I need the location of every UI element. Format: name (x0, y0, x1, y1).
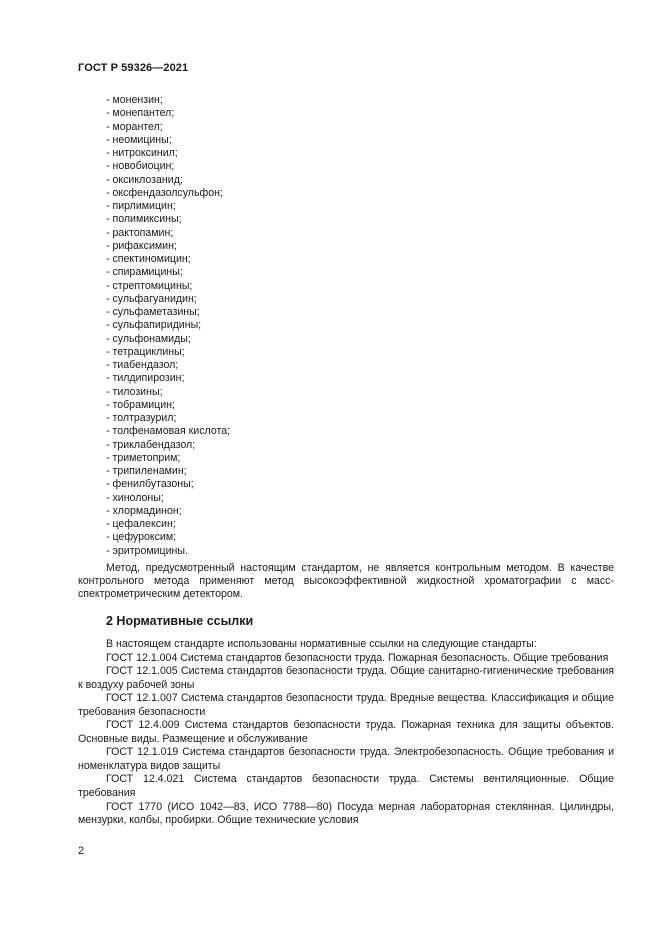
page-number: 2 (78, 845, 85, 857)
list-item: - спирамицины; (106, 266, 230, 279)
references-intro: В настоящем стандарте использованы нормативные ссылки на следующие стандарты: (106, 638, 537, 650)
reference-item: ГОСТ 12.4.009 Система стандартов безопасности труда. Пожарная техника для защиты объектов. Основные виды. Размещение и обслуживание (78, 719, 614, 745)
list-item: - тобрамицин; (106, 399, 230, 412)
list-item: - стрептомицины; (106, 280, 230, 293)
list-item: - рактопамин; (106, 227, 230, 240)
reference-item: ГОСТ 1770 (ИСО 1042—83, ИСО 7788—80) Посуда мерная лабораторная стеклянная. Цилиндры, мензурки, колбы, пробирки. Общие технические условия (78, 800, 614, 827)
substance-list (106, 94, 230, 558)
list-item: - спектиномицин; (106, 253, 230, 266)
list-item: - морантел; (106, 121, 230, 134)
list-item: - триметоприм; (106, 452, 230, 465)
list-item: - пирлимицин; (106, 200, 230, 213)
list-item: - сульфагуанидин; (106, 293, 230, 306)
list-item: - сульфонамиды; (106, 333, 230, 346)
list-item: - нитроксинил; (106, 147, 230, 160)
list-item: - оксфендазолсульфон; (106, 187, 230, 200)
list-item: - хлормадинон; (106, 505, 230, 518)
standard-header: ГОСТ Р 59326—2021 (78, 62, 189, 74)
list-item: - неомицины; (106, 134, 230, 147)
list-item: - фенилбутазоны; (106, 478, 230, 491)
method-note: Метод, предусмотренный настоящим стандартом, не является контрольным методом. В качестве контрольного метода применяют метод высокоэффективной жидкостной хроматографии с масс-спектрометрическим детектором. (78, 562, 614, 601)
list-item: - монепантел; (106, 107, 230, 120)
list-item: - сульфапиридины; (106, 319, 230, 332)
list-item: - оксиклозанид; (106, 174, 230, 187)
list-item: - триклабендазол; (106, 439, 230, 452)
list-item: - тиабендазол; (106, 359, 230, 372)
list-item: - тилозины; (106, 386, 230, 399)
list-item: - толтразурил; (106, 412, 230, 425)
reference-item: ГОСТ 12.1.019 Система стандартов безопасности труда. Электробезопасность. Общие требования и номенклатура видов защиты (78, 746, 614, 772)
reference-item: ГОСТ 12.4.021 Система стандартов безопасности труда. Системы вентиляционные. Общие требования (78, 773, 614, 800)
list-item: - новобиоцин; (106, 160, 230, 173)
section-heading: 2 Нормативные ссылки (106, 614, 254, 628)
reference-item: ГОСТ 12.1.007 Система стандартов безопасности труда. Вредные вещества. Классификация и общие требования безопасности (78, 692, 614, 718)
list-item: - монензин; (106, 94, 230, 107)
list-item: - цефуроксим; (106, 531, 230, 544)
list-item: - рифаксимин; (106, 240, 230, 253)
list-item: - хинолоны; (106, 492, 230, 505)
list-item: - полимиксины; (106, 213, 230, 226)
list-item: - цефалексин; (106, 518, 230, 531)
list-item: - трипиленамин; (106, 465, 230, 478)
reference-item: ГОСТ 12.1.004 Система стандартов безопасности труда. Пожарная безопасность. Общие требования (106, 651, 609, 664)
references-block (78, 638, 614, 828)
reference-item: ГОСТ 12.1.005 Система стандартов безопасности труда. Общие санитарно-гигиенические требования к воздуху рабочей зоны (78, 665, 614, 691)
list-item: - сульфаметазины; (106, 306, 230, 319)
list-item: - толфенамовая кислота; (106, 425, 230, 438)
list-item: - тилдипирозин; (106, 372, 230, 385)
list-item: - эритромицины. (106, 545, 230, 558)
list-item: - тетрациклины; (106, 346, 230, 359)
